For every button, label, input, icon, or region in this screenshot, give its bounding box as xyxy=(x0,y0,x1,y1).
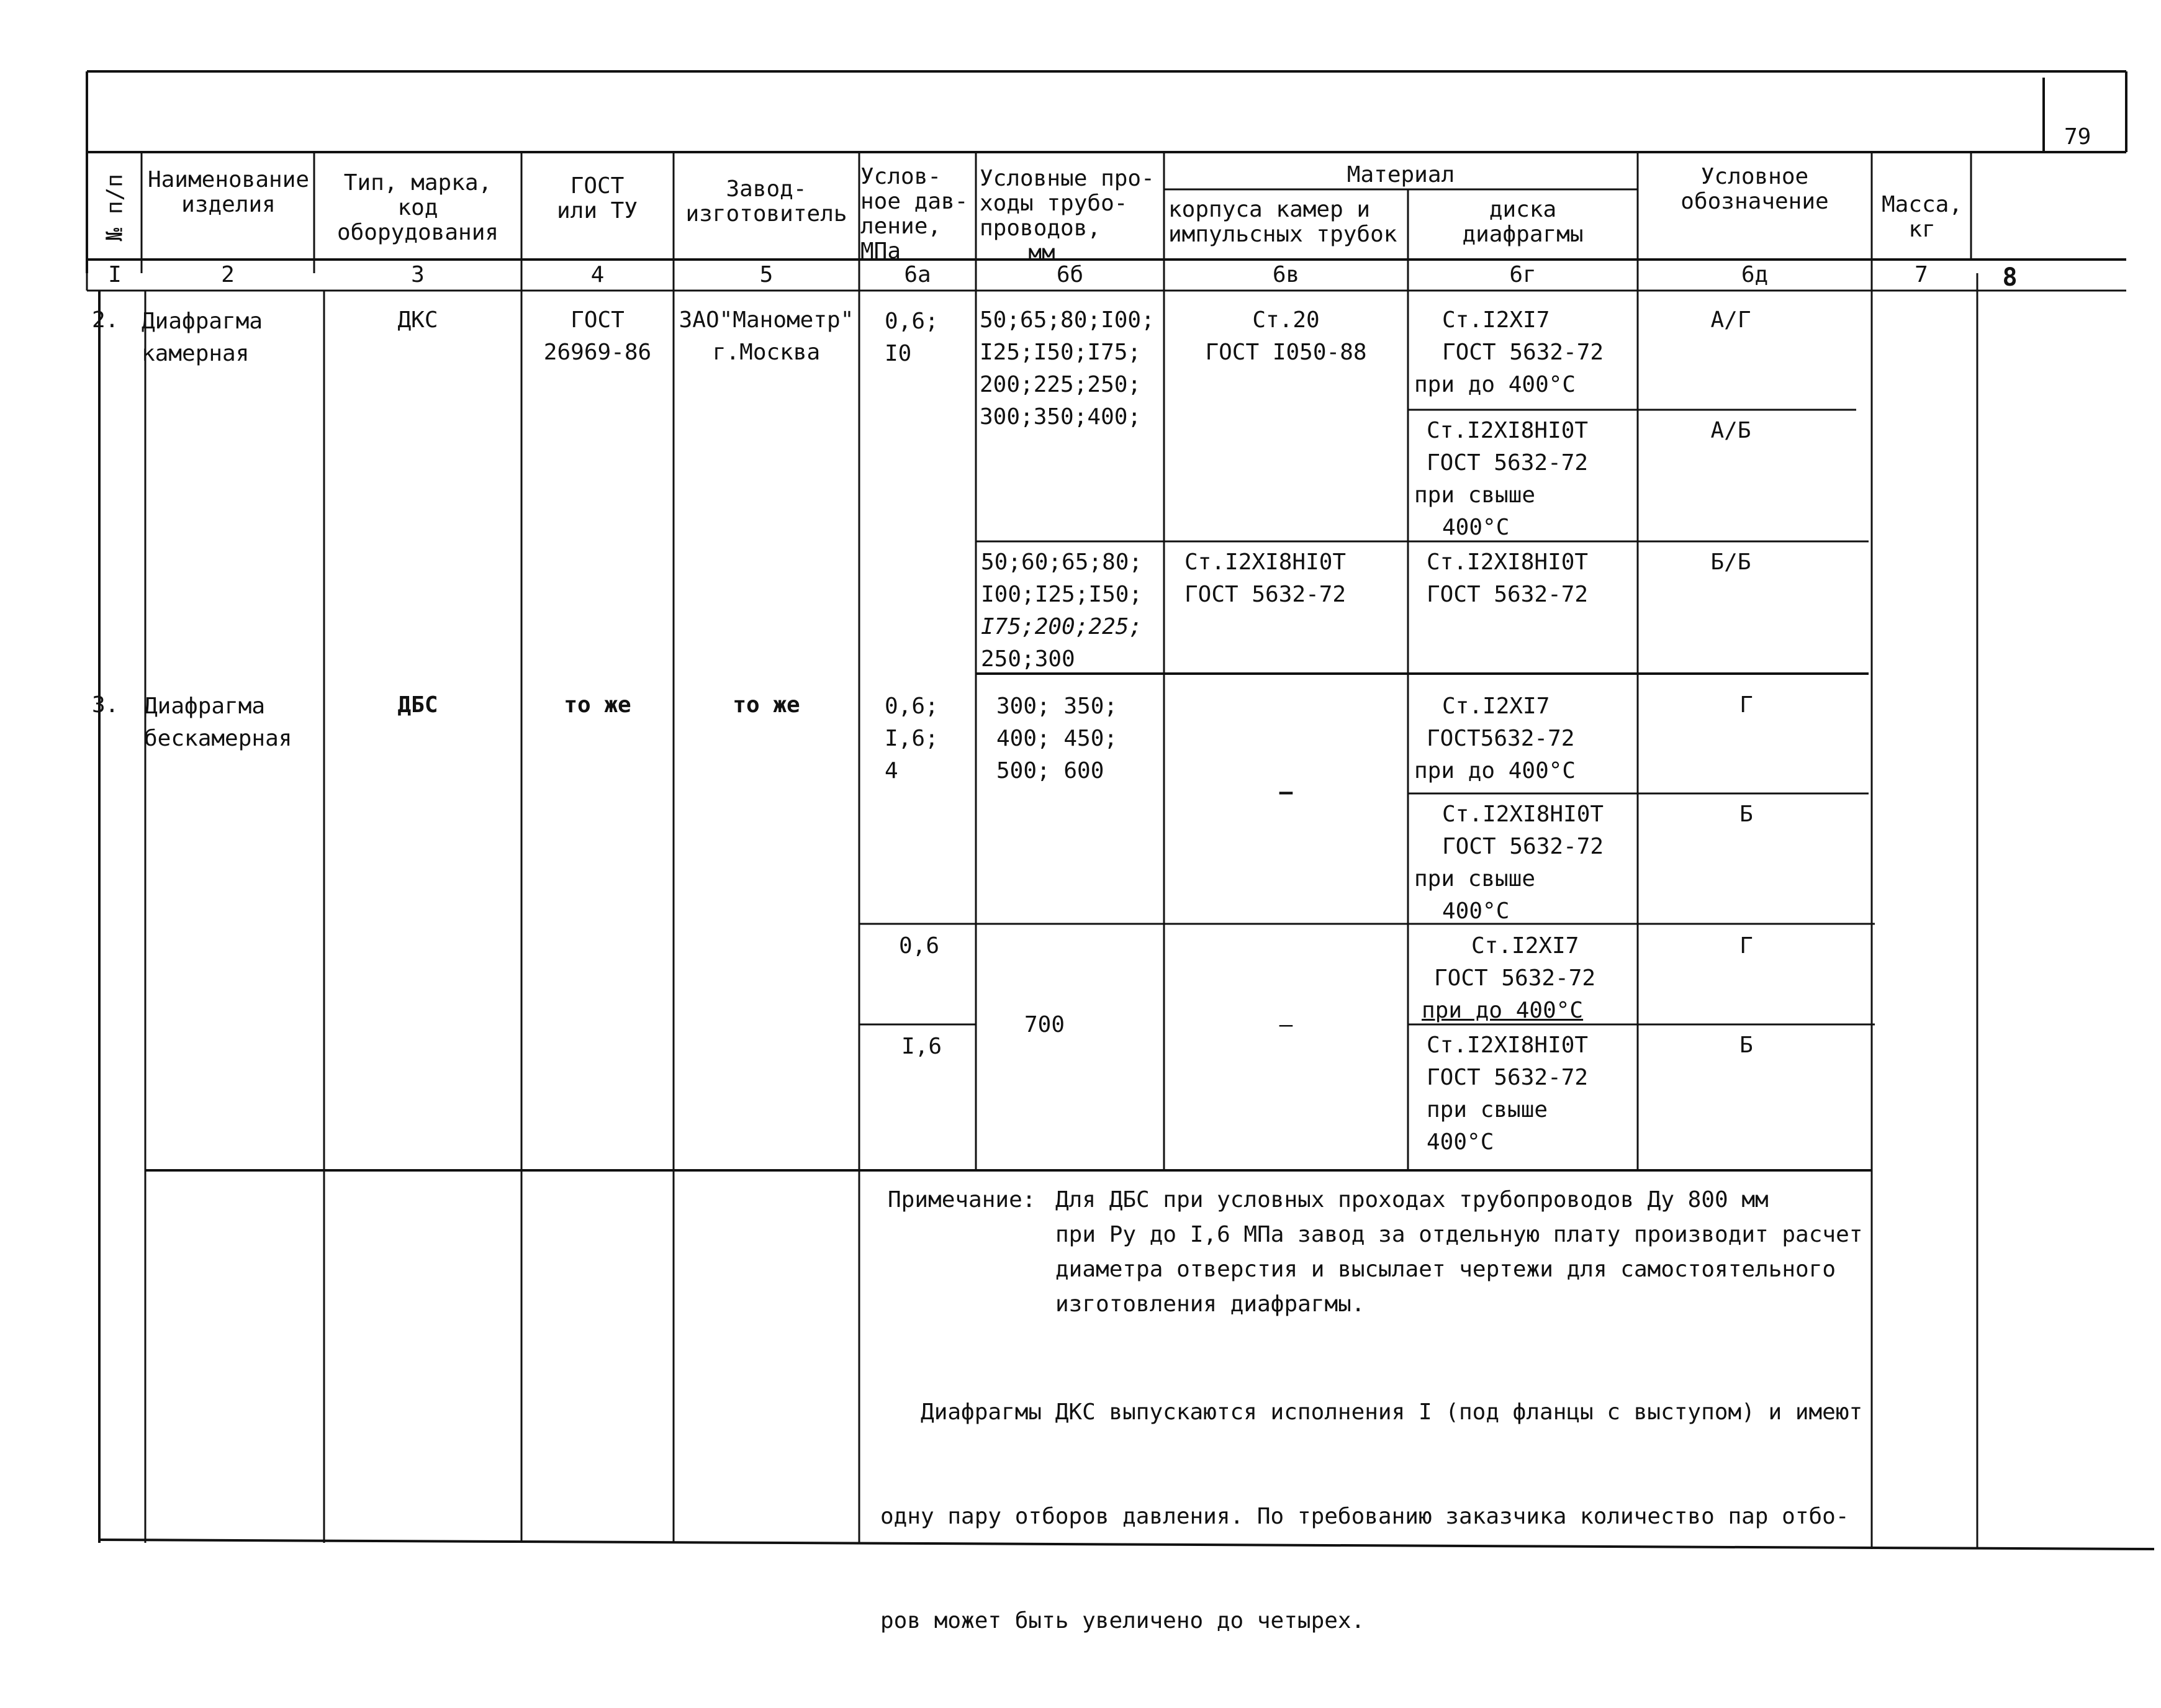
header-diameter: Условные про- ходы трубо- проводов, мм xyxy=(980,166,1155,266)
designation: Г xyxy=(1739,692,1753,718)
pressure: 0,6; I0 xyxy=(885,309,939,366)
pressure: I,6 xyxy=(901,1034,942,1059)
nominal-diameters: 700 xyxy=(1024,1012,1065,1037)
disc-material: Ст.I2XI7 ГОСТ5632-72 при до 400°С xyxy=(1414,694,1576,784)
pressure: 0,6; I,6; 4 xyxy=(885,694,939,784)
page-number: 79 xyxy=(2064,124,2091,150)
disc-material: Ст.I2XI8HI0T ГОСТ 5632-72 xyxy=(1427,549,1589,607)
body-material: Ст.20 ГОСТ I050-88 xyxy=(1205,307,1367,365)
body-material: — xyxy=(1279,1012,1293,1037)
designation: А/Б xyxy=(1710,418,1751,443)
header-designation: Условное обозначение xyxy=(1681,164,1829,214)
equipment-type: ДБС xyxy=(397,692,438,718)
column-number: 3 xyxy=(411,262,425,287)
designation: Б xyxy=(1739,802,1753,827)
disc-material: Ст.I2XI8HI0T ГОСТ 5632-72 при свыше 400°С xyxy=(1414,802,1604,924)
nominal-diameters: 50;65;80;I00; I25;I50;I75; 200;225;250; 300;350;400; xyxy=(980,307,1155,430)
manufacturer: ЗАО"Манометр" г.Москва xyxy=(679,307,854,365)
disc-material: Ст.I2XI7 ГОСТ 5632-72 при до 400°С xyxy=(1422,933,1596,1023)
nominal-diameters: 50;60;65;80; I00;I25;I50; I75;200;225; 250;300 xyxy=(981,549,1143,672)
header-body-material: корпуса камер и импульсных трубок xyxy=(1168,197,1397,247)
column-number: 4 xyxy=(590,262,605,287)
item-name: Диафрагма камерная xyxy=(142,309,263,366)
designation: Б xyxy=(1739,1032,1753,1058)
column-number: 8 xyxy=(2002,263,2018,292)
header-material: Материал xyxy=(1347,162,1455,188)
equipment-type: ДКС xyxy=(397,307,438,333)
column-number: 5 xyxy=(759,262,774,287)
designation: Г xyxy=(1739,933,1753,959)
header-pressure: Услов- ное дав- ление, МПа xyxy=(860,164,968,264)
disc-material: Ст.I2XI8HI0T ГОСТ 5632-72 при свыше 400°С xyxy=(1427,1032,1589,1155)
column-number: 7 xyxy=(1915,262,1928,287)
disc-material: Ст.I2XI8HI0T ГОСТ 5632-72 при свыше 400°С xyxy=(1414,418,1589,540)
designation: Б/Б xyxy=(1710,549,1751,575)
column-number: 6б xyxy=(1056,262,1084,287)
gost: ГОСТ 26969-86 xyxy=(543,307,652,365)
item-name: Диафрагма бескамерная xyxy=(144,694,292,751)
header-type: Тип, марка, код оборудования xyxy=(336,170,499,245)
header-gost: ГОСТ или ТУ xyxy=(556,173,638,224)
header-name: Наименование изделия xyxy=(147,167,310,217)
body-material: — xyxy=(1279,779,1293,805)
body-material: Ст.I2XI8HI0T ГОСТ 5632-72 xyxy=(1184,549,1347,607)
header-disc-material: диска диафрагмы xyxy=(1462,197,1584,247)
column-number: 6г xyxy=(1509,262,1536,287)
disc-material: Ст.I2XI7 ГОСТ 5632-72 при до 400°С xyxy=(1414,307,1604,397)
designation: А/Г xyxy=(1710,307,1751,333)
column-number: 2 xyxy=(221,262,235,287)
row-number: 2. xyxy=(92,307,119,333)
header-mass: Масса, кг xyxy=(1881,192,1963,242)
note-label: Примечание: xyxy=(888,1187,1036,1213)
header-maker: Завод- изготовитель xyxy=(685,176,847,227)
note-paragraph-2: Диафрагмы ДКС выпускаются исполнения I (под фланцы с выступом) и имеют одну пару отборов давления. По требованию заказчика количество пар отбо- ров может быть увеличено до четырех. xyxy=(880,1399,1863,1633)
note-paragraph-1: Для ДБС при условных проходах трубопроводов Ду 800 мм при Ру до I,6 МПа завод за отдельную плату производит расчет диаметра отверстия и высылает чертежи для самостоятельного изготовления диафрагмы. xyxy=(1055,1187,1863,1317)
header-number: № п/п xyxy=(102,174,128,242)
column-number: 6а xyxy=(904,262,931,287)
pressure: 0,6 xyxy=(899,933,940,959)
nominal-diameters: 300; 350; 400; 450; 500; 600 xyxy=(996,694,1118,784)
column-number: 6в xyxy=(1272,262,1300,287)
column-number: 6д xyxy=(1741,262,1769,287)
row-number: 3. xyxy=(92,692,119,718)
manufacturer: то же xyxy=(733,692,800,718)
gost: то же xyxy=(564,692,631,718)
column-number: I xyxy=(108,262,122,287)
